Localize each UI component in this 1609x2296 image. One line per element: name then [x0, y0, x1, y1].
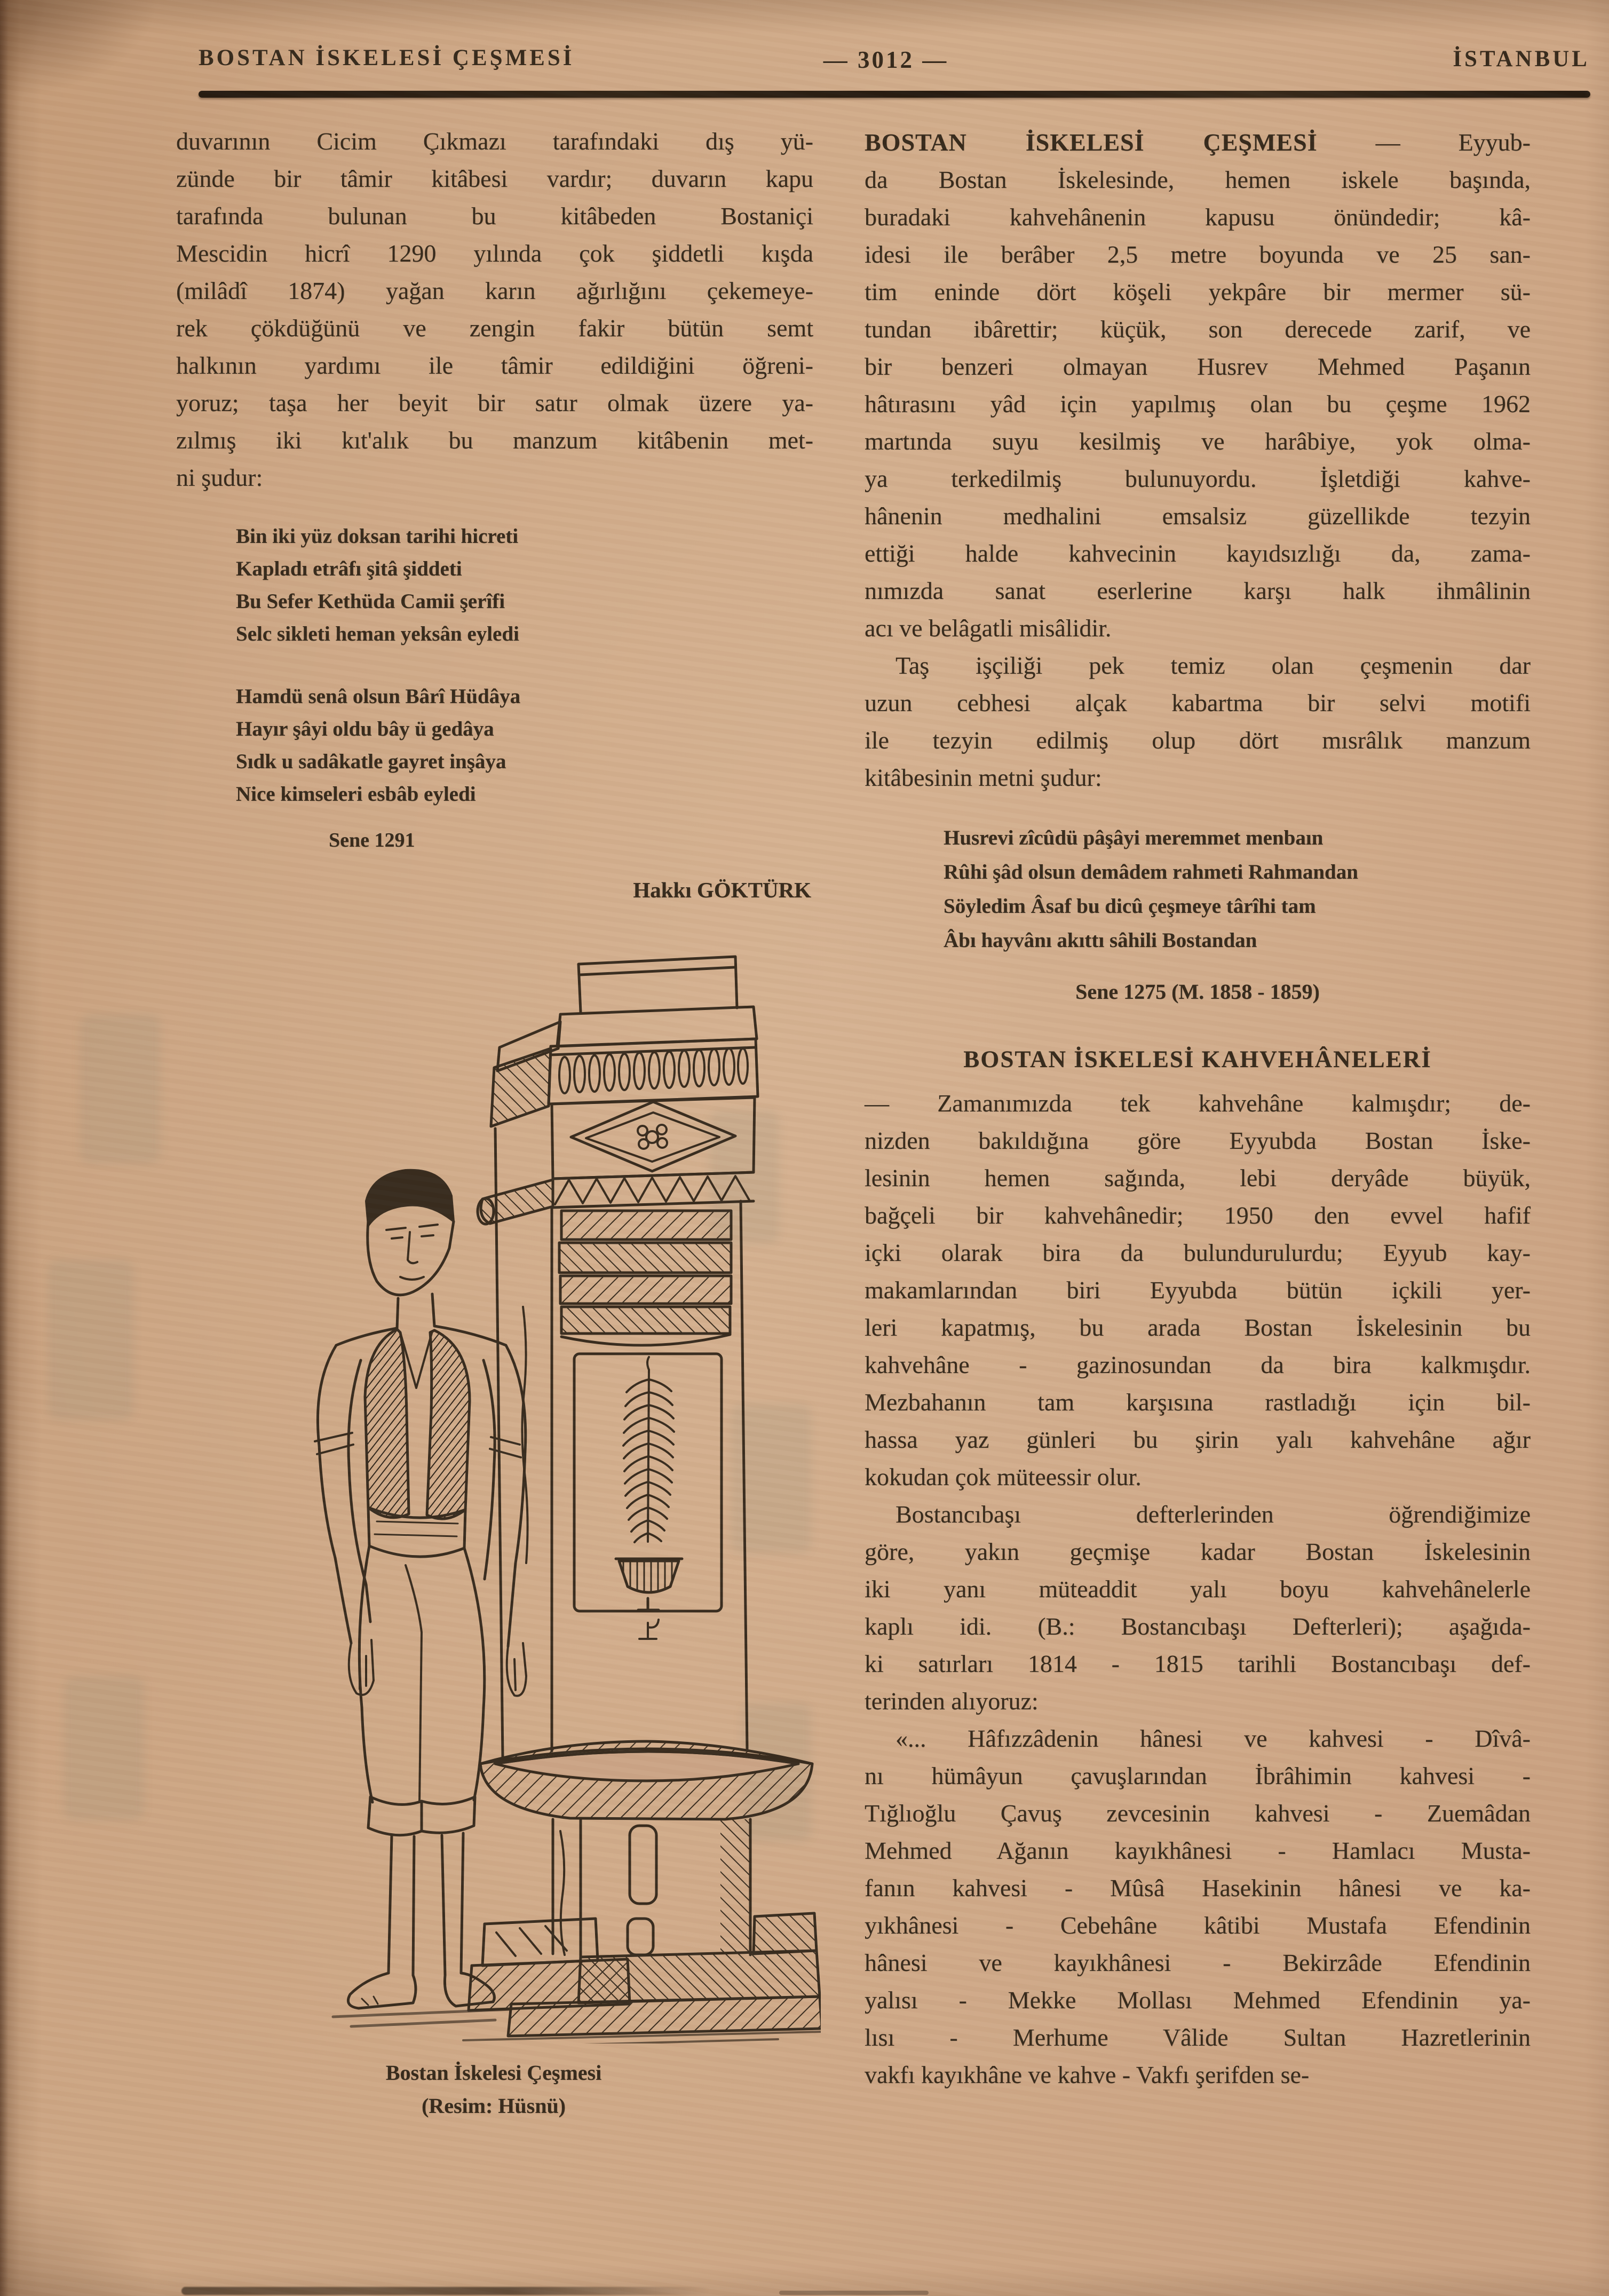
- text-line: Tığlıoğlu Çavuş zevcesinin kahvesi - Zuemâdan: [865, 1800, 1531, 1827]
- verse-block: [176, 680, 813, 810]
- text-line: uzun cebhesi alçak kabartma bir selvi motifi: [865, 689, 1531, 716]
- text-line: lesinin hemen sağında, lebi deryâde büyük,: [865, 1164, 1531, 1192]
- article1-title: BOSTAN İSKELESİ ÇEŞMESİ: [865, 129, 1318, 156]
- text-line: tim eninde dört köşeli yekpâre bir mermer sü-: [865, 278, 1531, 305]
- text-line: tarafında bulunan bu kitâbeden Bostaniçi: [176, 202, 813, 230]
- article2-title: BOSTAN İSKELESİ KAHVEHÂNELERİ: [963, 1046, 1432, 1072]
- caption-line: Bostan İskelesi Çeşmesi: [385, 2061, 602, 2085]
- paragraph: [865, 1496, 1531, 1720]
- text-line: göre, yakın geçmişe kadar Bostan İskelesinin: [865, 1538, 1531, 1565]
- paragraph: [865, 1720, 1531, 2094]
- text-line: bir benzeri olmayan Husrev Mehmed Paşanın: [865, 353, 1531, 380]
- author-signature: Hakkı GÖKTÜRK: [633, 878, 811, 902]
- text-line: duvarının Cicim Çıkmazı tarafındaki dış yü-: [176, 128, 813, 155]
- standing-man: [315, 1170, 526, 2026]
- text-line: hassa yaz günleri bu şirin yalı kahvehâne ağır: [865, 1426, 1531, 1453]
- verse-date: Sene 1291: [329, 829, 415, 851]
- text-line: rek çökdüğünü ve zengin fakir bütün semt: [176, 314, 813, 342]
- text-line: lısı - Merhume Vâlide Sultan Hazretlerinin: [865, 2024, 1531, 2051]
- paragraph: [865, 1085, 1531, 1496]
- text-line: halkının yardımı ile tâmir edildiğini öğreni-: [176, 352, 813, 379]
- fountain-column: [463, 957, 821, 2043]
- text-line: ile tezyin edilmiş olup dört mısrâlık manzum: [865, 727, 1531, 754]
- text-line: zünde bir tâmir kitâbesi vardır; duvarın kapu: [176, 165, 813, 192]
- text-line: ya terkedilmiş bulunuyordu. İşletdiği kahve-: [865, 465, 1531, 492]
- text-line: ettiği halde kahvecinin kayıdsızlığı da, zama-: [865, 540, 1531, 567]
- text-line: vakfı kayıkhâne ve kahve - Vakfı şerifden se-: [865, 2061, 1310, 2088]
- text-line: kahvehâne - gazinosundan da bira kalkmışdır.: [865, 1351, 1531, 1378]
- text-line: Rûhi şâd olsun demâdem rahmeti Rahmandan: [944, 861, 1358, 883]
- text-line: idesi ile berâber 2,5 metre boyunda ve 25 san-: [865, 241, 1531, 268]
- text-line: Hayır şâyi oldu bây ü gedâya: [236, 717, 494, 740]
- text-line: Sıdk u sadâkatle gayret inşâya: [236, 750, 506, 773]
- text-line: ni şudur:: [176, 464, 263, 491]
- header-rule: [199, 91, 1590, 98]
- volume-city: İSTANBUL: [1453, 46, 1590, 72]
- text-line: yıkhânesi - Cebehâne kâtibi Mustafa Efendinin: [865, 1912, 1531, 1939]
- text-line: tundan ibârettir; küçük, son derecede zarif, ve: [865, 315, 1531, 343]
- paragraph: [176, 123, 813, 496]
- paragraph: [865, 647, 1531, 796]
- left-column: [176, 123, 813, 2123]
- article1-title-rest: — Eyyub-: [1375, 129, 1531, 156]
- text-line: makamlarından biri Eyyubda bütün içkili yer-: [865, 1276, 1531, 1304]
- bleedthrough-ghost: [80, 1014, 160, 1164]
- text-line: da Bostan İskelesinde, hemen iskele başında,: [865, 166, 1531, 193]
- text-line: (milâdî 1874) yağan karın ağırlığını çekemeye-: [176, 277, 813, 304]
- text-line: iki yanı müteaddit yalı boyu kahvehânelerle: [865, 1575, 1531, 1603]
- text-line: Mehmed Ağanın kayıkhânesi - Hamlacı Musta-: [865, 1837, 1531, 1864]
- text-line: Selc sikleti heman yeksân eyledi: [236, 622, 519, 645]
- bleedthrough-ghost: [48, 1260, 133, 1420]
- text-line: nımızda sanat eserlerine karşı halk ihmâlinin: [865, 577, 1531, 604]
- text-line: fanın kahvesi - Mûsâ Hasekinin hânesi ve ka-: [865, 1874, 1531, 1902]
- text-line: nı hümâyun çavuşlarından İbrâhimin kahvesi -: [865, 1762, 1531, 1789]
- text-line: kitâbesinin metni şudur:: [865, 764, 1102, 791]
- article1-title-line: [865, 124, 1531, 161]
- right-column: [865, 124, 1531, 2094]
- text-line: yalısı - Mekke Mollası Mehmed Efendinin ya-: [865, 1986, 1531, 2014]
- fountain-illustration: [282, 933, 821, 2043]
- text-line: Âbı hayvânı akıttı sâhili Bostandan: [944, 929, 1257, 952]
- verse-block: [865, 821, 1531, 958]
- text-line: hânenin medhalini emsalsiz güzellikde tezyin: [865, 502, 1531, 530]
- verse-block: [176, 520, 813, 650]
- text-line: Taş işçiliği pek temiz olan çeşmenin dar: [895, 652, 1531, 679]
- verse-date: Sene 1275 (M. 1858 - 1859): [1075, 980, 1320, 1004]
- bleedthrough-ghost: [64, 1676, 144, 1820]
- text-line: kaplı idi. (B.: Bostancıbaşı Defterleri); aşağıda-: [865, 1613, 1531, 1640]
- text-line: nizden bakıldığına göre Eyyubda Bostan İske-: [865, 1127, 1531, 1154]
- text-line: «... Hâfızzâdenin hânesi ve kahvesi - Dîvâ-: [895, 1725, 1531, 1752]
- paragraph: [865, 161, 1531, 647]
- text-line: Bin iki yüz doksan tarihi hicreti: [236, 525, 519, 548]
- text-line: bağçeli bir kahvehânedir; 1950 den evvel hafif: [865, 1202, 1531, 1229]
- text-line: zılmış iki kıt'alık bu manzum kitâbenin met-: [176, 427, 813, 454]
- text-line: leri kapatmış, bu arada Bostan İskelesinin bu: [865, 1314, 1531, 1341]
- text-line: Hamdü senâ olsun Bârî Hüdâya: [236, 685, 521, 708]
- text-line: hânesi ve kayıkhânesi - Bekirzâde Efendinin: [865, 1949, 1531, 1976]
- text-line: ki satırları 1814 - 1815 tarihli Bostancıbaşı def-: [865, 1650, 1531, 1677]
- text-line: — Zamanımızda tek kahvehâne kalmışdır; de-: [865, 1090, 1531, 1117]
- text-line: Mescidin hicrî 1290 yılında çok şiddetli kışda: [176, 240, 813, 267]
- text-line: Bu Sefer Kethüda Camii şerîfi: [236, 590, 505, 613]
- text-line: Husrevi zîcûdü pâşâyi meremmet menbaın: [944, 826, 1323, 849]
- text-line: Mezbahanın tam karşısına rastladığı için bil-: [865, 1388, 1531, 1416]
- text-line: Nice kimseleri esbâb eyledi: [236, 783, 476, 806]
- illustration-caption: [224, 2056, 763, 2123]
- text-line: hâtırasını yâd için yapılmış olan bu çeşme 1962: [865, 390, 1531, 417]
- text-line: acı ve belâgatli misâlidir.: [865, 614, 1112, 642]
- caption-line: (Resim: Hüsnü): [421, 2094, 566, 2118]
- bottom-smudge: [779, 2291, 929, 2295]
- text-line: Bostancıbaşı defterlerinden öğrendiğimize: [895, 1501, 1531, 1528]
- text-line: Söyledim Âsaf bu dicû çeşmeye târîhi tam: [944, 895, 1316, 918]
- bottom-smudge: [181, 2287, 710, 2295]
- text-line: buradaki kahvehânenin kapusu önündedir; kâ-: [865, 203, 1531, 231]
- text-line: kokudan çok müteessir olur.: [865, 1463, 1142, 1490]
- page-number: — 3012 —: [823, 46, 949, 73]
- text-line: yoruz; taşa her beyit bir satır olmak üzere ya-: [176, 389, 813, 416]
- text-line: terinden alıyoruz:: [865, 1687, 1039, 1715]
- text-line: Kapladı etrâfı şitâ şiddeti: [236, 557, 462, 580]
- text-line: içki olarak bira da bulundurulurdu; Eyyub kay-: [865, 1239, 1531, 1266]
- running-title: BOSTAN İSKELESİ ÇEŞMESİ: [199, 45, 575, 70]
- text-line: martında suyu kesilmiş ve harâbiye, yok olma-: [865, 428, 1531, 455]
